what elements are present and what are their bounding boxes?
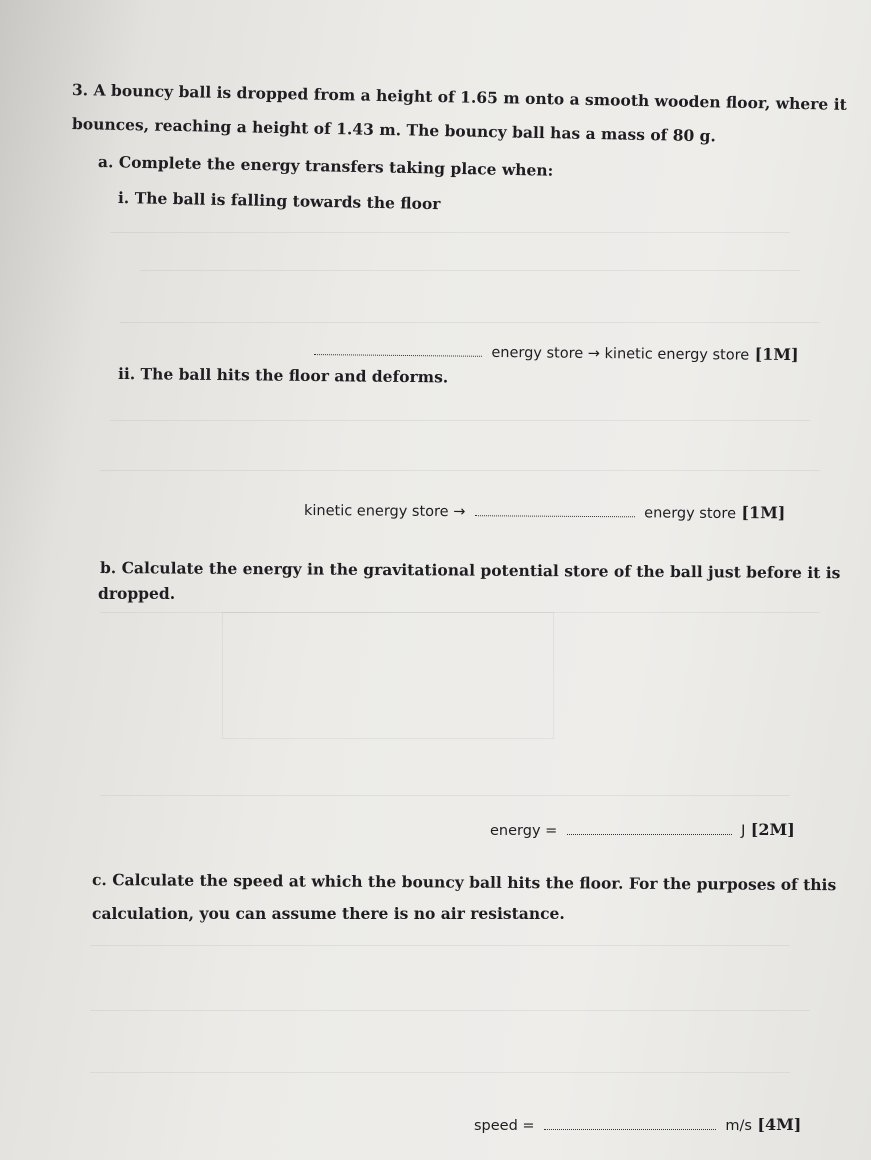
part-a-ii-answer-prefix: kinetic energy store → (303, 503, 466, 521)
show-through-box (222, 612, 554, 739)
show-through-line (110, 232, 790, 233)
part-a-i-answer-suffix: energy store → kinetic energy store (491, 344, 750, 364)
show-through-line (90, 945, 790, 946)
speed-answer-blank[interactable] (544, 1117, 716, 1130)
show-through-line (90, 1072, 790, 1073)
show-through-line (90, 1010, 810, 1011)
energy-answer-blank[interactable] (567, 822, 732, 835)
part-c-answer-row (474, 1115, 801, 1136)
part-a-ii-answer-row (304, 500, 786, 524)
part-a-ii-answer-suffix: energy store (644, 505, 737, 523)
part-b-line-2: dropped. (98, 584, 176, 603)
show-through-line (140, 270, 800, 271)
part-a-i-text: i. The ball is falling towards the floor (117, 188, 441, 214)
part-c-line-2: calculation, you can assume there is no air resistance. (92, 904, 565, 923)
part-c-unit: m/s (725, 1118, 752, 1134)
part-b-answer-label: energy = (490, 823, 558, 839)
part-a-ii-text: ii. The ball hits the floor and deforms. (117, 364, 449, 387)
part-b-unit: J (741, 823, 746, 839)
part-c-line-1: c. Calculate the speed at which the bouncy ball hits the floor. For the purposes of this (91, 870, 837, 895)
show-through-line (100, 795, 790, 796)
question-intro-line-2: bounces, reaching a height of 1.43 m. The bouncy ball has a mass of 80 g. (71, 114, 717, 146)
part-a-i-marks: [1M] (754, 344, 799, 365)
show-through-line (120, 322, 820, 323)
part-b-marks: [2M] (750, 820, 795, 839)
part-a-prompt: a. Complete the energy transfers taking place when: (97, 152, 554, 180)
part-a-i-answer-blank[interactable] (314, 342, 482, 357)
part-a-ii-marks: [1M] (741, 503, 786, 523)
part-b-answer-row (490, 820, 795, 841)
part-a-i-answer-row (310, 340, 799, 366)
part-c-marks: [4M] (757, 1115, 802, 1134)
part-c-answer-label: speed = (474, 1118, 535, 1134)
question-intro-line-1: 3. A bouncy ball is dropped from a height of 1.65 m onto a smooth wooden floor, where it (71, 80, 847, 114)
show-through-line (100, 470, 820, 471)
show-through-line (110, 420, 810, 421)
part-b-line-1: b. Calculate the energy in the gravitational potential store of the ball just before it is (99, 558, 841, 583)
part-a-ii-answer-blank[interactable] (475, 503, 635, 517)
